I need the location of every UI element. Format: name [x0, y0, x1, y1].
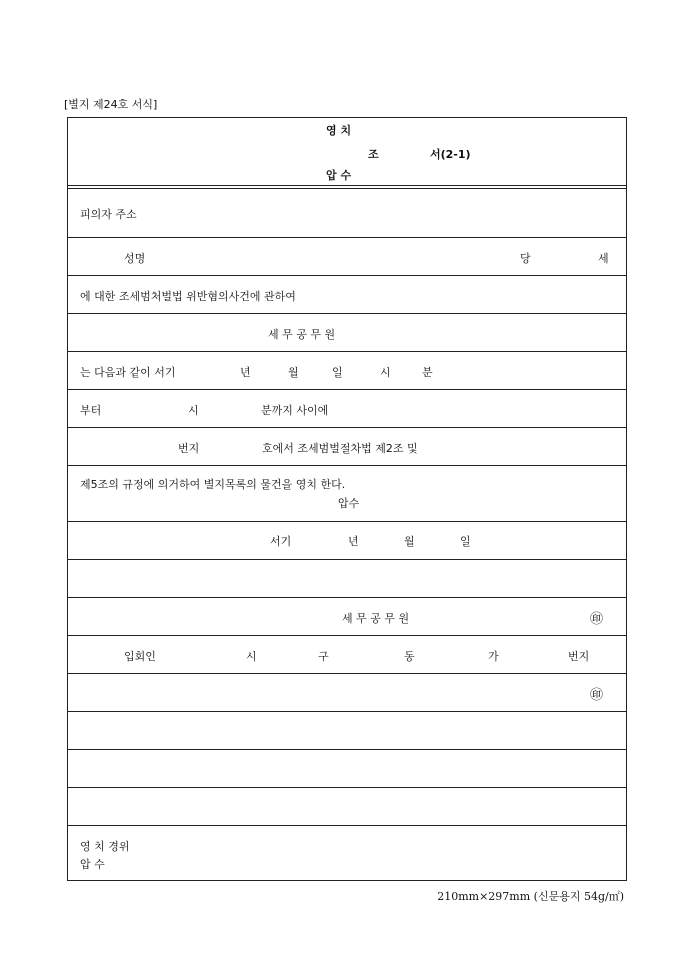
paper-spec-footer: 210mm×297mm (신문용지 54g/㎡): [437, 890, 624, 903]
procedure-law-text: 호에서 조세범벌절차법 제2조 및: [262, 442, 418, 455]
row-divider: [68, 313, 626, 314]
from-label: 부터: [80, 404, 102, 417]
circumstance-label-2: 압 수: [80, 858, 105, 871]
day-label-2: 일: [460, 535, 471, 548]
row-divider: [68, 275, 626, 276]
row-divider: [68, 521, 626, 522]
row-divider: [68, 711, 626, 712]
gu-label: 구: [318, 650, 329, 663]
row-divider: [68, 351, 626, 352]
year-label-2: 년: [348, 535, 359, 548]
row-divider: [68, 635, 626, 636]
header-divider-1: [68, 185, 626, 186]
seizure-sub-label: 압수: [338, 497, 360, 510]
row-divider: [68, 825, 626, 826]
form-frame: [67, 117, 627, 881]
row-divider: [68, 427, 626, 428]
month-label-2: 월: [404, 535, 415, 548]
seal-mark-2: ㊞: [590, 688, 604, 703]
se-label: 세: [598, 252, 609, 265]
row-divider: [68, 597, 626, 598]
tax-official-heading: 세 무 공 무 원: [268, 328, 336, 341]
day-label: 일: [332, 366, 343, 379]
seogi-label: 서기: [270, 535, 292, 548]
until-text: 분까지 사이에: [261, 404, 329, 417]
row-divider: [68, 389, 626, 390]
header-line-3: 압 수: [326, 169, 352, 182]
si-label: 시: [246, 650, 257, 663]
month-label: 월: [288, 366, 299, 379]
dong-label: 동: [404, 650, 415, 663]
row-divider: [68, 787, 626, 788]
circumstance-label-1: 영 치 경위: [80, 840, 130, 853]
ga-label: 가: [488, 650, 499, 663]
suspect-address-label: 피의자 주소: [80, 208, 137, 221]
seizure-statement: 제5조의 규정에 의거하여 별지목록의 물건을 영치 한다.: [80, 478, 346, 491]
row-divider: [68, 237, 626, 238]
hour-label-2: 시: [188, 404, 199, 417]
row-divider: [68, 673, 626, 674]
row-divider: [68, 559, 626, 560]
year-label: 년: [240, 366, 251, 379]
form-number-label: [별지 제24호 서식]: [64, 98, 158, 111]
beonji-label: 번지: [178, 442, 200, 455]
row-divider: [68, 749, 626, 750]
tax-official-signature: 세 무 공 무 원: [342, 612, 410, 625]
name-label: 성명: [124, 252, 146, 265]
header-line-2-b: 서(2-1): [430, 148, 471, 161]
witness-label: 입회인: [124, 650, 156, 663]
seal-mark: ㊞: [590, 612, 604, 627]
minute-label: 분: [422, 366, 433, 379]
hour-label: 시: [380, 366, 391, 379]
dang-label: 당: [520, 252, 531, 265]
header-line-1: 영 치: [326, 124, 352, 137]
header-divider-2: [68, 188, 626, 189]
date-lead-text: 는 다음과 같이 서기: [80, 366, 176, 379]
beonji-label-2: 번지: [568, 650, 590, 663]
row-divider: [68, 465, 626, 466]
header-line-2-a: 조: [368, 148, 379, 161]
case-description: 에 대한 조세범처벌법 위반혐의사건에 관하여: [80, 290, 296, 303]
